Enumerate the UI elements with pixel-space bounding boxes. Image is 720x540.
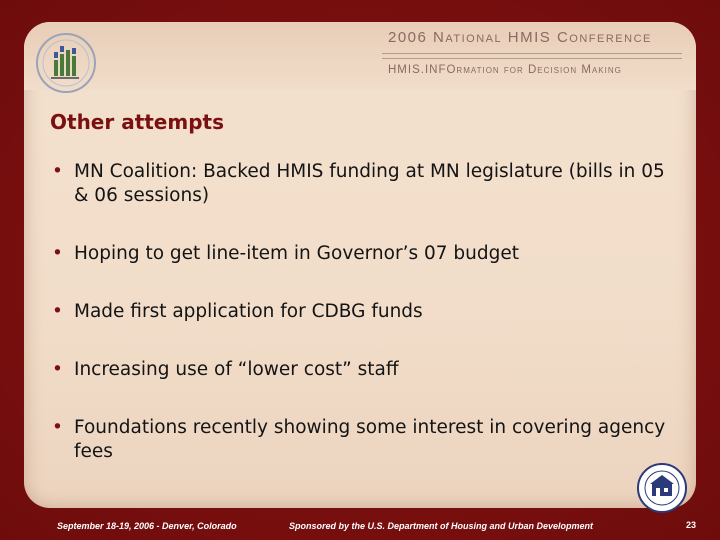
bullet-item: • Increasing use of “lower cost” staff bbox=[52, 358, 684, 382]
footer-sponsor: Sponsored by the U.S. Department of Housing and Urban Development bbox=[289, 521, 594, 531]
conference-subtitle: HMIS.INFOrmation for Decision Making bbox=[388, 64, 622, 76]
slide-title: Other attempts bbox=[50, 110, 224, 134]
bullet-item: • Made first application for CDBG funds bbox=[52, 300, 684, 324]
bullet-item: • MN Coalition: Backed HMIS funding at MN legislature (bills in 05 & 06 sessions) bbox=[52, 160, 684, 208]
footer-dates-location: September 18-19, 2006 - Denver, Colorado bbox=[57, 521, 237, 531]
page-number: 23 bbox=[686, 520, 697, 530]
header-rule-bottom bbox=[382, 58, 682, 59]
bullet-item: • Hoping to get line-item in Governor’s 07 budget bbox=[52, 242, 684, 266]
hud-logo-icon bbox=[33, 30, 99, 96]
bullet-item: • Foundations recently showing some interest in covering agency fees bbox=[52, 416, 684, 464]
hud-seal-icon bbox=[636, 462, 688, 514]
conference-title: 2006 National HMIS Conference bbox=[388, 29, 652, 46]
header-rule-top bbox=[382, 53, 682, 54]
